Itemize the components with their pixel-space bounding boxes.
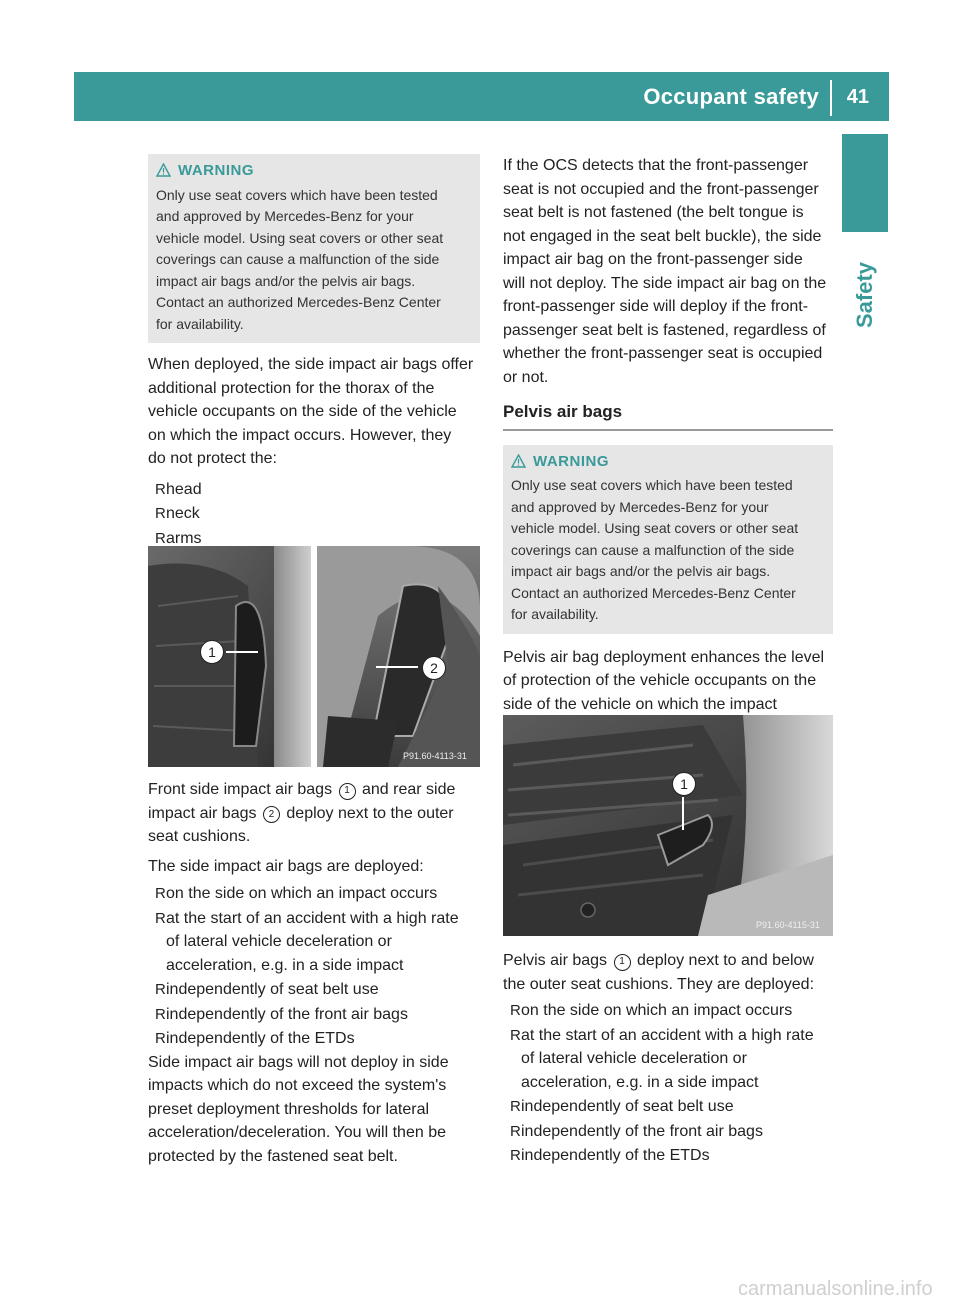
text-line: impact air bags and/or the pelvis air bags.: [511, 563, 771, 579]
text-line: whether the front-passenger seat is occupied: [503, 345, 823, 362]
left-column: [148, 154, 480, 550]
pelvis-airbag-photo: [503, 715, 833, 936]
bullet-item: [148, 978, 480, 1002]
bullet-marker-icon: R: [155, 1005, 166, 1023]
watermark: carmanualsonline.info: [738, 1278, 933, 1300]
text-line: Side impact air bags will not deploy in side: [148, 1053, 449, 1071]
right-warning-text: [511, 475, 825, 626]
bullet-text: independently of the front air bags: [521, 1122, 763, 1140]
text-line: do not protect the:: [148, 450, 277, 467]
bullet-text: at the start of an accident with a high rate: [166, 909, 459, 927]
bullet-text: acceleration, e.g. in a side impact: [521, 1073, 759, 1091]
warning-triangle-icon: [156, 162, 171, 184]
callout-1-inline-icon: 1: [614, 954, 631, 971]
bullet-text: of lateral vehicle deceleration or: [166, 933, 392, 950]
bullet-item: [503, 1120, 833, 1144]
bullet-marker-icon: R: [155, 885, 166, 902]
bullet-marker-icon: R: [155, 1030, 166, 1047]
text-line: impact air bags and/or the pelvis air bags.: [156, 272, 416, 289]
text-line: acceleration/deceleration. You will then be: [148, 1124, 446, 1141]
bullet-text: arms: [166, 529, 202, 547]
callout-1-inline-icon: 1: [339, 783, 356, 800]
callout-2-inline-icon: 2: [263, 806, 280, 823]
left-warning-title: WARNING: [156, 160, 472, 184]
section-title: Occupant safety: [643, 84, 819, 109]
text-line: Contact an authorized Mercedes-Benz Center: [511, 584, 796, 601]
right-caption-line-1: Pelvis air bags 1 deploy next to and below: [503, 952, 814, 969]
text-line: seat belt is not fastened (the belt tongue is: [503, 204, 804, 221]
bullet-marker-icon: R: [510, 1098, 521, 1115]
text-line: vehicle occupants on the side of the vehicle: [148, 403, 457, 420]
text-line: When deployed, the side impact air bags offer: [148, 356, 474, 373]
text-line: additional protection for the thorax of the: [148, 379, 435, 397]
side-tab-block: [842, 134, 888, 232]
text-line: for availability.: [511, 606, 599, 622]
bullet-item: [503, 1095, 833, 1119]
bullet-item: [148, 1027, 480, 1051]
bullet-item: [148, 478, 480, 502]
right-warning-box: [503, 445, 833, 634]
text-line: coverings can cause a malfunction of the side: [511, 541, 795, 558]
left-caption-line-2: impact air bags 2 deploy next to the outer: [148, 804, 454, 822]
bullet-text: acceleration, e.g. in a side impact: [166, 956, 404, 974]
bullet-text: on the side on which an impact occurs: [166, 885, 438, 902]
bullet-marker-icon: R: [510, 1026, 521, 1044]
bullet-item: [503, 1144, 833, 1168]
right-column: [503, 154, 833, 740]
left-intro-paragraph: [148, 353, 480, 471]
text-line: and approved by Mercedes-Benz for your: [156, 208, 414, 224]
callout-1-marker: 1: [200, 640, 224, 664]
bullet-text: neck: [166, 505, 200, 522]
text-line: passenger seat belt is fastened, regardless of: [503, 321, 826, 339]
threshold-paragraph: [148, 1051, 480, 1169]
left-deploy-list: [148, 882, 480, 1051]
pelvis-airbag-illustration: [503, 715, 833, 936]
bullet-text: independently of the ETDs: [521, 1147, 710, 1164]
bullet-item: [503, 999, 833, 1023]
bullet-marker-icon: R: [155, 981, 166, 998]
bullet-marker-icon: R: [155, 909, 166, 927]
right-caption-line-2: the outer seat cushions. They are deployed:: [503, 975, 815, 993]
bullet-text: independently of seat belt use: [166, 981, 379, 998]
header-divider: [830, 80, 832, 116]
text-line: protected by the fastened seat belt.: [148, 1147, 398, 1165]
text-line: impacts which do not exceed the system's: [148, 1077, 447, 1094]
bullet-marker-icon: R: [510, 1002, 521, 1019]
bullet-text: of lateral vehicle deceleration or: [521, 1050, 747, 1067]
bullet-text: independently of seat belt use: [521, 1098, 734, 1115]
bullet-item: [148, 907, 480, 978]
text-line: Only use seat covers which have been tested: [156, 186, 438, 203]
bullet-text: on the side on which an impact occurs: [521, 1002, 793, 1019]
left-caption-line-3: seat cushions.: [148, 828, 251, 845]
text-line: Pelvis air bag deployment enhances the level: [503, 648, 825, 666]
text-line: If the OCS detects that the front-passenger: [503, 157, 809, 174]
bullet-text: independently of the ETDs: [166, 1030, 355, 1047]
page-number: 41: [846, 86, 869, 108]
not-protect-list: [148, 478, 480, 551]
bullet-item: [503, 1024, 833, 1095]
header-bar: [74, 72, 889, 121]
left-warning-box: [148, 154, 480, 343]
text-line: seat is not occupied and the front-passenger: [503, 180, 819, 198]
text-line: and approved by Mercedes-Benz for your: [511, 498, 769, 515]
left-warning-text: [156, 185, 472, 336]
left-column-lower: [148, 778, 480, 1168]
bullet-marker-icon: R: [510, 1147, 521, 1164]
side-airbag-photo: [148, 546, 480, 767]
callout-1-marker: 1: [672, 772, 696, 796]
text-line: on which the impact occurs. However, they: [148, 426, 452, 444]
bullet-text: independently of the front air bags: [166, 1005, 408, 1023]
bullet-marker-icon: R: [155, 480, 166, 498]
text-line: coverings can cause a malfunction of the side: [156, 251, 440, 267]
figure-code: P91.60-4115-31: [756, 920, 820, 930]
text-line: vehicle model. Using seat covers or other seat: [511, 520, 799, 536]
left-caption-line-1: Front side impact air bags 1 and rear side: [148, 781, 456, 798]
callout-2-marker: 2: [422, 656, 446, 680]
bullet-item: [148, 502, 480, 526]
text-line: Contact an authorized Mercedes-Benz Center: [156, 294, 441, 310]
right-warning-title: WARNING: [511, 451, 825, 475]
text-line: preset deployment thresholds for lateral: [148, 1100, 430, 1118]
text-line: of protection of the vehicle occupants on the: [503, 672, 817, 689]
bullet-item: [148, 1003, 480, 1027]
right-deploy-list: [503, 999, 833, 1168]
text-line: front-passenger side will deploy if the front-: [503, 298, 809, 315]
bullet-marker-icon: R: [155, 529, 166, 547]
side-tab-label: Safety: [852, 261, 877, 329]
text-line: impact air bag on the front-passenger side: [503, 251, 803, 268]
text-line: for availability.: [156, 315, 244, 332]
text-line: will not deploy. The side impact air bag on the: [503, 274, 827, 292]
text-line: vehicle model. Using seat covers or other seat: [156, 229, 444, 246]
right-column-lower: [503, 949, 833, 1168]
text-line: or not.: [503, 368, 549, 386]
bullet-text: at the start of an accident with a high rate: [521, 1026, 814, 1044]
text-line: not engaged in the seat belt buckle), the side: [503, 227, 822, 245]
bullet-item: [148, 882, 480, 906]
bullet-text: head: [166, 480, 202, 498]
deployed-intro: The side impact air bags are deployed:: [148, 857, 424, 875]
text-line: side of the vehicle on which the impact: [503, 695, 777, 713]
figure-code: P91.60-4113-31: [403, 751, 467, 761]
warning-triangle-icon: [511, 453, 526, 475]
text-line: Only use seat covers which have been tested: [511, 477, 793, 493]
pelvis-heading: Pelvis air bags: [503, 400, 833, 431]
bullet-marker-icon: R: [510, 1122, 521, 1140]
bullet-marker-icon: R: [155, 505, 166, 522]
ocs-paragraph: [503, 154, 833, 389]
